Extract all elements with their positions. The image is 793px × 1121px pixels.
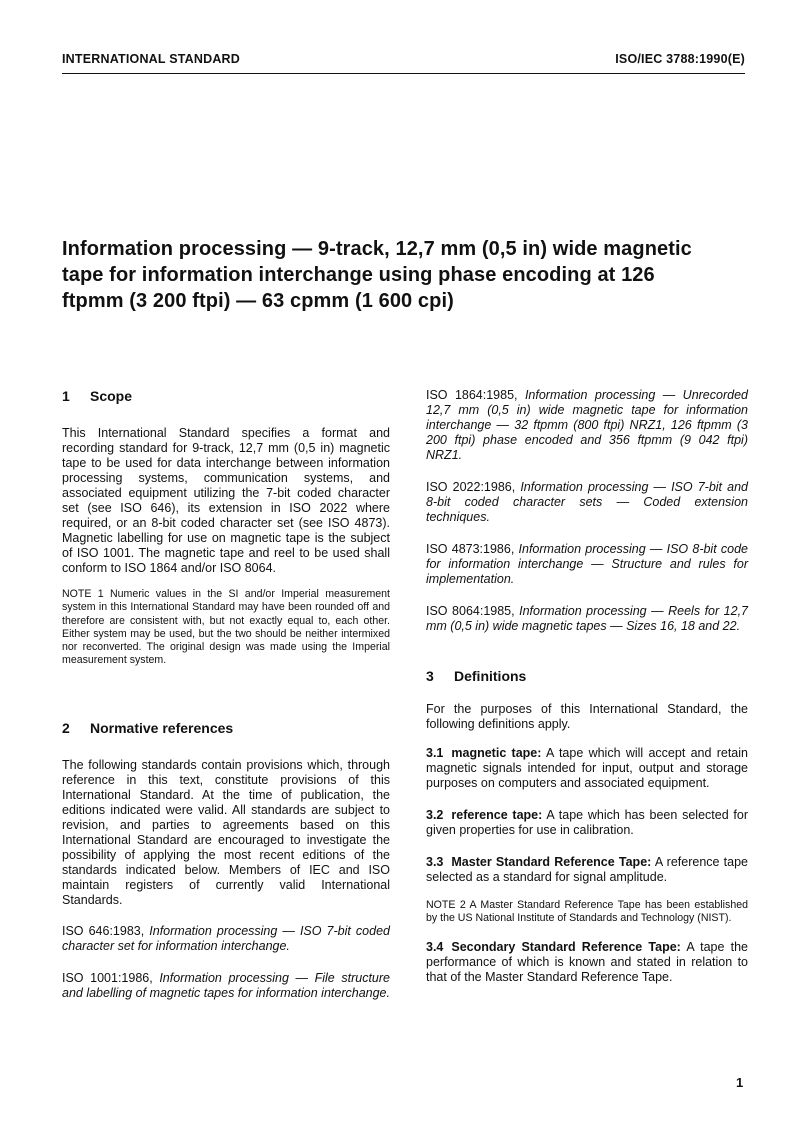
section-heading-normative xyxy=(62,720,390,736)
definition-number: 3.3 xyxy=(426,855,444,869)
definition-term: reference tape: xyxy=(451,808,543,822)
reference-code: ISO 1864:1985, xyxy=(426,388,518,402)
definition-text: A reference tape selected as a standard for signal amplitude. xyxy=(426,855,749,884)
definition-3-3 xyxy=(426,855,748,885)
reference-title: Information processing — ISO 7-bit coded character set for information interchange. xyxy=(62,923,390,953)
section-heading-definitions xyxy=(426,668,748,684)
right-column xyxy=(426,388,748,1002)
section-heading-scope xyxy=(62,388,390,404)
running-header xyxy=(62,52,745,66)
definition-text: A tape which has been selected for given properties for use in calibration. xyxy=(426,808,748,837)
definition-term: magnetic tape: xyxy=(451,746,542,760)
section-number: 2 xyxy=(62,719,70,736)
scope-body: This International Standard specifies a format and recording standard for 9-track, 12,7 mm (0,5 in) magnetic tape to be used for data interchange between information processing systems, communication systems, and associated equipment utilizing the 7-bit coded character set (see ISO 646), its extension in ISO 2022 where required, or an 8-bit coded character set (see ISO 4873). Magnetic labelling for use on magnetic tape is the subject of ISO 1001. The magnetic tape and reel to be used shall conform to ISO 1864 and/or ISO 8064. xyxy=(62,426,390,575)
reference-iso-8064 xyxy=(426,604,748,634)
reference-code: ISO 1001:1986, xyxy=(62,970,153,985)
header-left: INTERNATIONAL STANDARD xyxy=(62,52,241,66)
definition-3-4 xyxy=(426,940,748,985)
definition-3-1 xyxy=(426,746,748,791)
reference-title: Information processing — ISO 7-bit and 8-bit coded character sets — Coded extension techniques. xyxy=(426,480,748,524)
reference-code: ISO 646:1983, xyxy=(62,923,145,938)
reference-title: Information processing — File structure and labelling of magnetic tapes for information interchange. xyxy=(62,970,390,1000)
reference-iso-1001 xyxy=(62,971,390,1001)
reference-iso-4873 xyxy=(426,542,748,587)
note-1: NOTE 1 Numeric values in the SI and/or Imperial measurement system in this International Standard may have been rounded off and therefore are consistent with, but not exactly equal to, each other. Either system may be used, but the two should be neither intermixed nor reconverted. The original design was made using the Imperial measurement system. xyxy=(62,588,390,667)
reference-title: Information processing — ISO 8-bit code for information interchange — Structure and rules for implementation. xyxy=(426,542,748,586)
page-number: 1 xyxy=(736,1075,744,1090)
reference-title: Information processing — Unrecorded 12,7 mm (0,5 in) wide magnetic tape for information interchange — 32 ftpmm (800 ftpi) NRZ1, 126 ftpmm (3 200 ftpi) phase encoded and 356 ftpmm (9 042 ftpi) NRZ1. xyxy=(426,388,748,462)
definition-3-2 xyxy=(426,808,748,838)
header-rule xyxy=(62,73,745,74)
reference-code: ISO 8064:1985, xyxy=(426,604,515,618)
definition-number: 3.4 xyxy=(426,939,444,954)
document-title: Information processing — 9-track, 12,7 mm (0,5 in) wide magnetic tape for information interchange using phase encoding at 126 ftpmm (3 200 ftpi) — 63 cpmm (1 600 cpi) xyxy=(62,238,692,312)
left-column xyxy=(62,388,390,1018)
definition-text: A tape which will accept and retain magnetic signals intended for input, output and storage purposes on computers and associated equipment. xyxy=(426,746,748,790)
definition-text: A tape the performance of which is known and stated in relation to that of the Master Standard Reference Tape. xyxy=(426,939,748,984)
definition-number: 3.1 xyxy=(426,746,444,760)
header-right: ISO/IEC 3788:1990(E) xyxy=(615,52,745,66)
section-title: Scope xyxy=(90,388,133,404)
definition-term: Secondary Standard Reference Tape: xyxy=(451,939,681,954)
definition-term: Master Standard Reference Tape: xyxy=(451,855,652,869)
normative-body: The following standards contain provisions which, through reference in this text, constitute provisions of this International Standard. At the time of publication, the editions indicated were valid. All standards are subject to revision, and parties to agreements based on this International Standard are encouraged to investigate the possibility of applying the most recent editions of the standards indicated below. Members of IEC and ISO maintain registers of currently valid International Standards. xyxy=(62,757,390,907)
definition-number: 3.2 xyxy=(426,808,444,822)
section-title: Normative references xyxy=(90,719,234,736)
definitions-intro: For the purposes of this International Standard, the following definitions apply. xyxy=(426,702,748,731)
reference-code: ISO 2022:1986, xyxy=(426,480,516,494)
section-title: Definitions xyxy=(454,668,527,684)
note-2: NOTE 2 A Master Standard Reference Tape has been established by the US National Institute of Standards and Technology (NIST). xyxy=(426,899,748,925)
reference-iso-2022 xyxy=(426,480,748,525)
reference-code: ISO 4873:1986, xyxy=(426,542,515,556)
section-number: 1 xyxy=(62,388,70,404)
reference-title: Information processing — Reels for 12,7 mm (0,5 in) wide magnetic tapes — Sizes 16, 18 and 22. xyxy=(426,604,748,633)
reference-iso-1864 xyxy=(426,388,748,463)
reference-iso-646 xyxy=(62,924,390,954)
section-number: 3 xyxy=(426,668,434,684)
